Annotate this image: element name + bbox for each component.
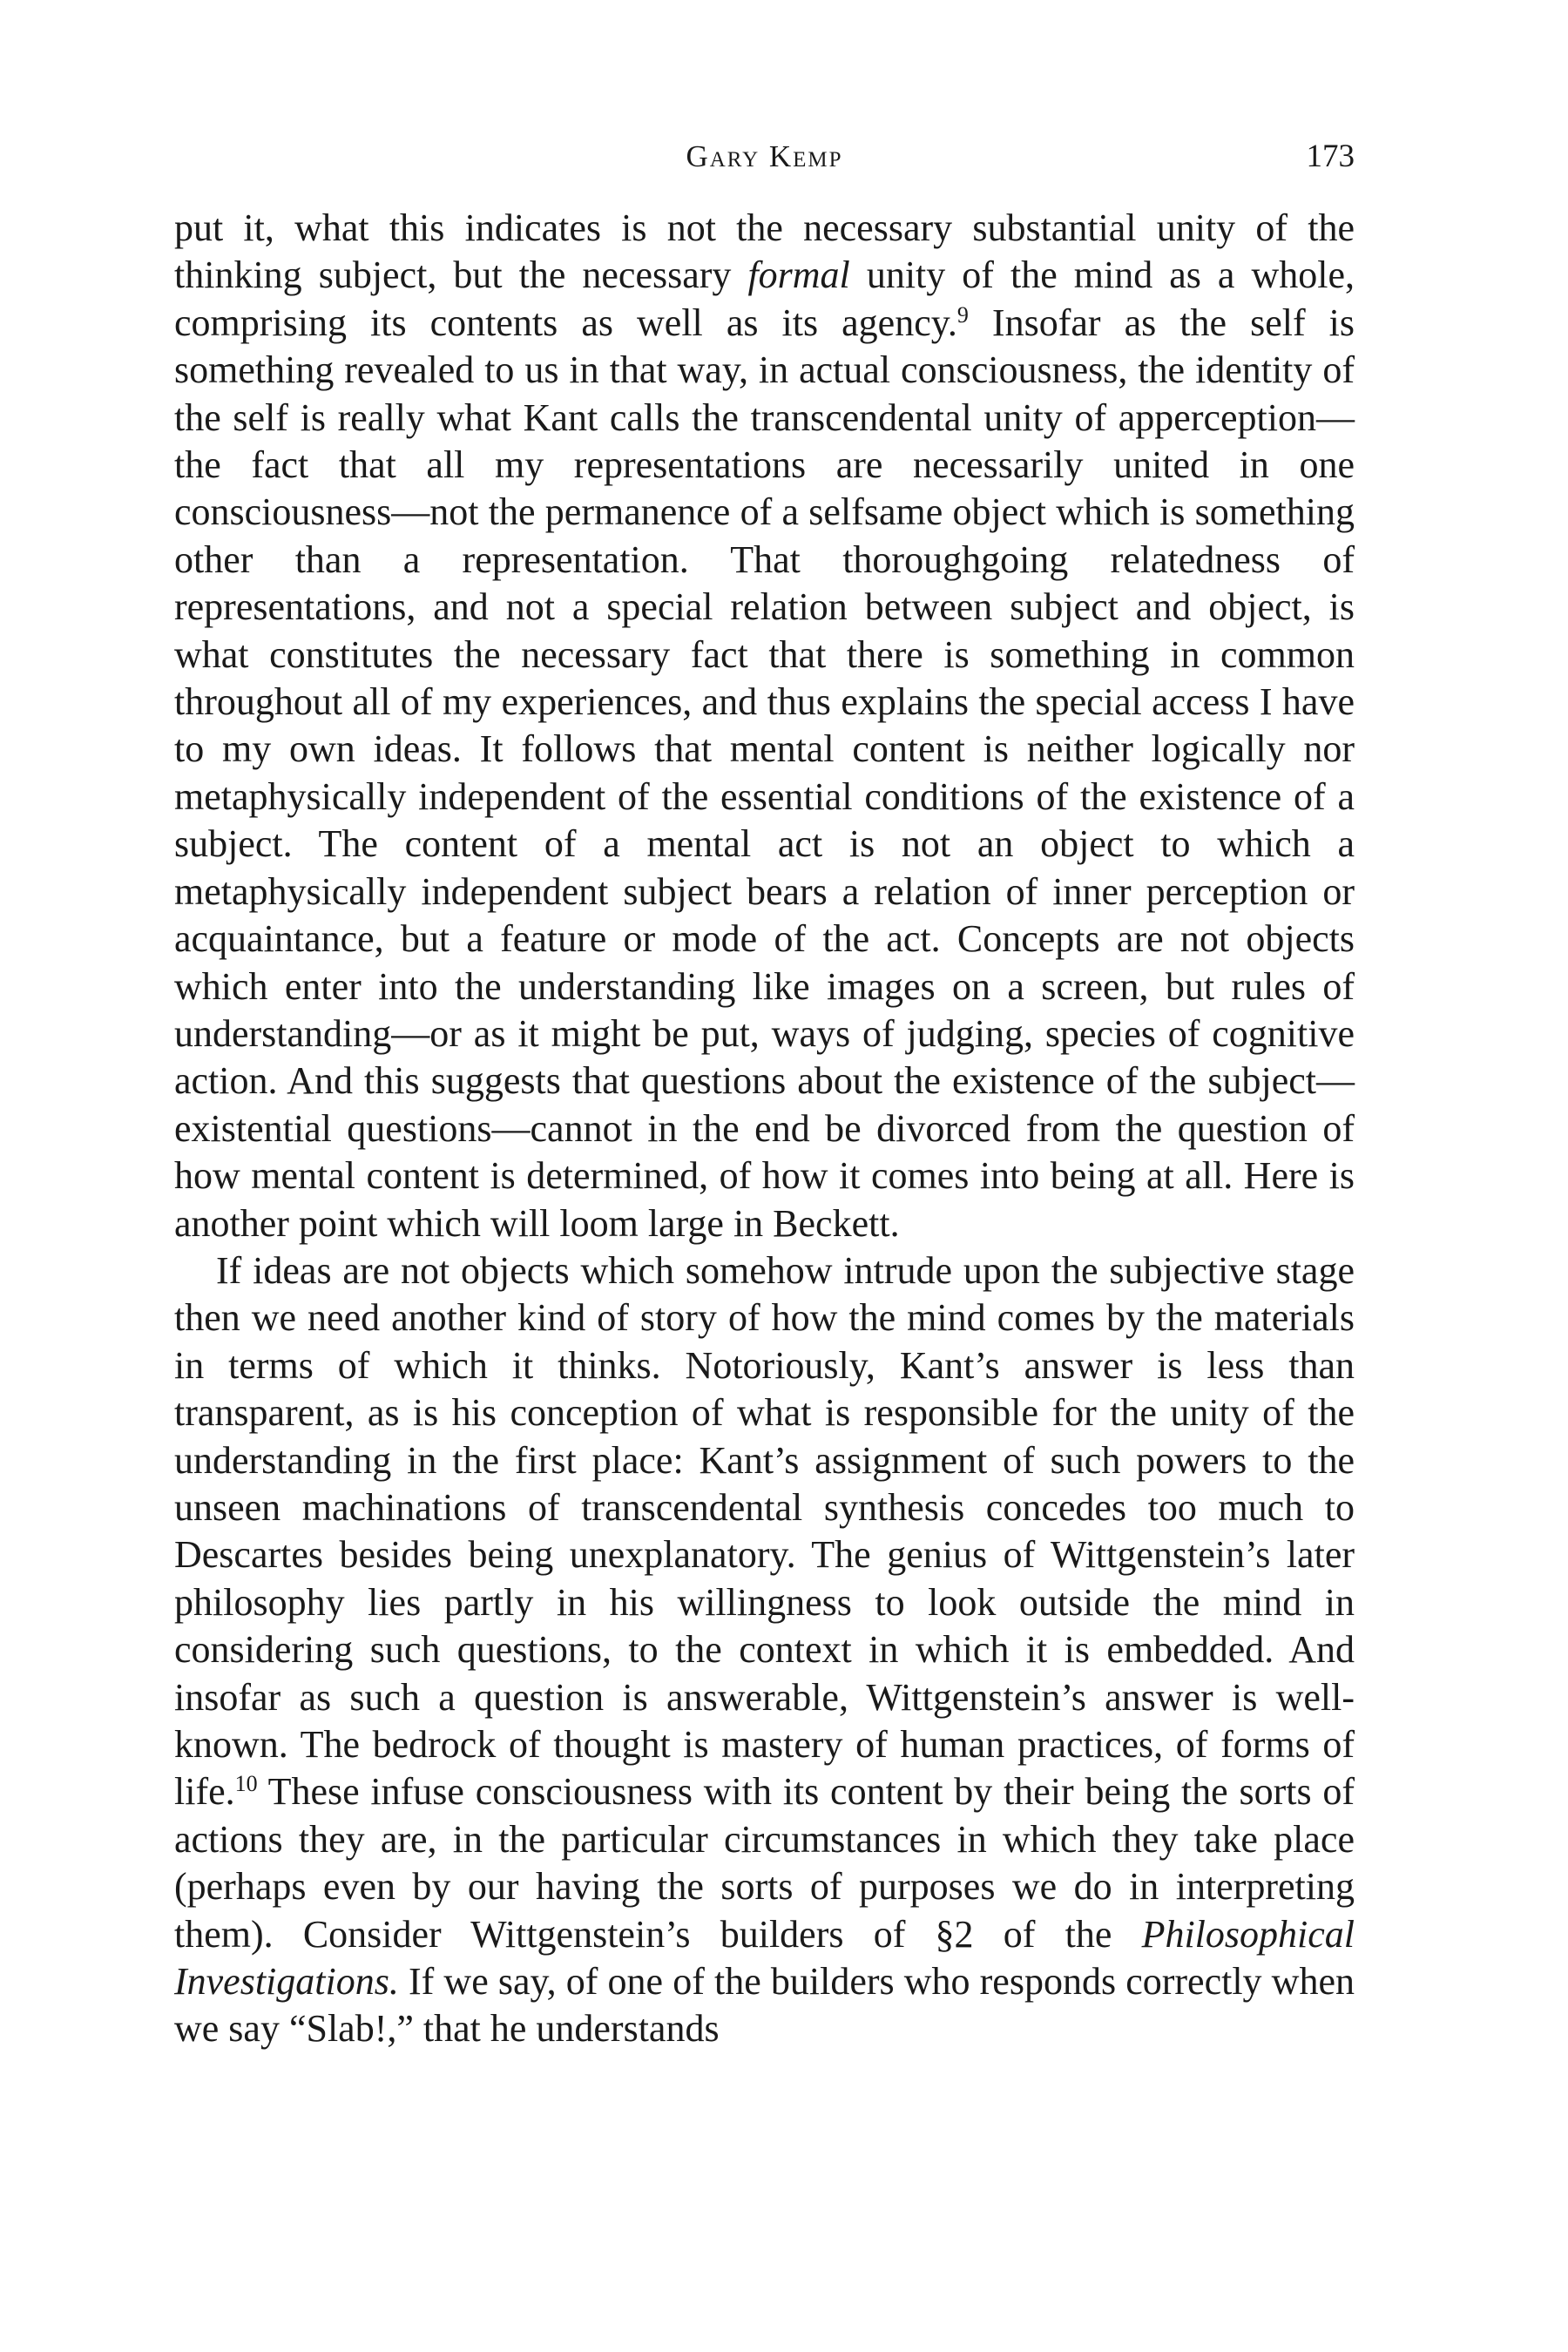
- text-run: If ideas are not objects which somehow intrude upon the subjective stage then we need another kind of story of how the mind comes by the materials in terms of which it thinks. Notoriously, Kant’s answer is less than transparent, as is his conception of what is responsible for the unity of the understanding in the first place: Kant’s assignment of such powers to the unseen machinations of transcendental synthesis concedes too much to Descartes besides being unexplanatory. The genius of Wittgenstein’s later philosophy lies partly in his willingness to look outside the mind in considering such questions, to the context in which it is embedded. And insofar as such a question is answerable, Wittgenstein’s answer is well-known. The bedrock of thought is mastery of human practices, of forms of life.: [174, 1248, 1355, 1814]
- running-head: [174, 138, 1355, 190]
- paragraph: [174, 1247, 1355, 2053]
- text-run: Insofar as the self is something revealed to us in that way, in actual consciousness, the identity of the self is really what Kant calls the transcendental unity of apperception—the fact that all my representations are necessarily united in one consciousness—not the permanence of a selfsame object which is something other than a representation. That thoroughgoing relatedness of representations, and not a special relation between subject and object, is what constitutes the necessary fact that there is something in common throughout all of my experiences, and thus explains the special access I have to my own ideas. It follows that mental content is neither logically nor metaphysically independent of the essential conditions of the existence of a subject. The content of a mental act is not an object to which a metaphysically independent subject bears a relation of inner perception or acquaintance, but a feature or mode of the act. Concepts are not objects which enter into the understanding like images on a screen, but rules of understanding—or as it might be put, ways of judging, species of cognitive action. And this suggests that questions about the existence of the subject—existential questions—cannot in the end be divorced from the question of how mental content is determined, of how it comes into being at all. Here is another point which will loom large in Beckett.: [174, 301, 1355, 1245]
- running-title: Gary Kemp: [686, 139, 843, 173]
- italic-term: formal: [747, 253, 850, 297]
- text-run: If we say, of one of the builders who responds correctly when we say “Slab!,” that he understands: [174, 1960, 1355, 2051]
- body-text: [174, 205, 1355, 2053]
- italic-title: Philosophical Investigations.: [174, 1912, 1355, 2004]
- text-run: unity of the mind as a whole, comprising its contents as well as its agency.: [174, 253, 1355, 344]
- footnote-reference: 10: [234, 1771, 258, 1797]
- page-number: 173: [1306, 139, 1355, 174]
- text-run: put it, what this indicates is not the necessary substantial unity of the thinking subject, but the necessary: [174, 206, 1355, 297]
- footnote-reference: 9: [956, 301, 969, 328]
- text-run: These infuse consciousness with its content by their being the sorts of actions they are, in the particular circumstances in which they take place (perhaps even by our having the sorts of purposes we do in interpreting them). Consider Wittgenstein’s builders of §2 of the: [174, 1770, 1355, 1956]
- paragraph: [174, 205, 1355, 1247]
